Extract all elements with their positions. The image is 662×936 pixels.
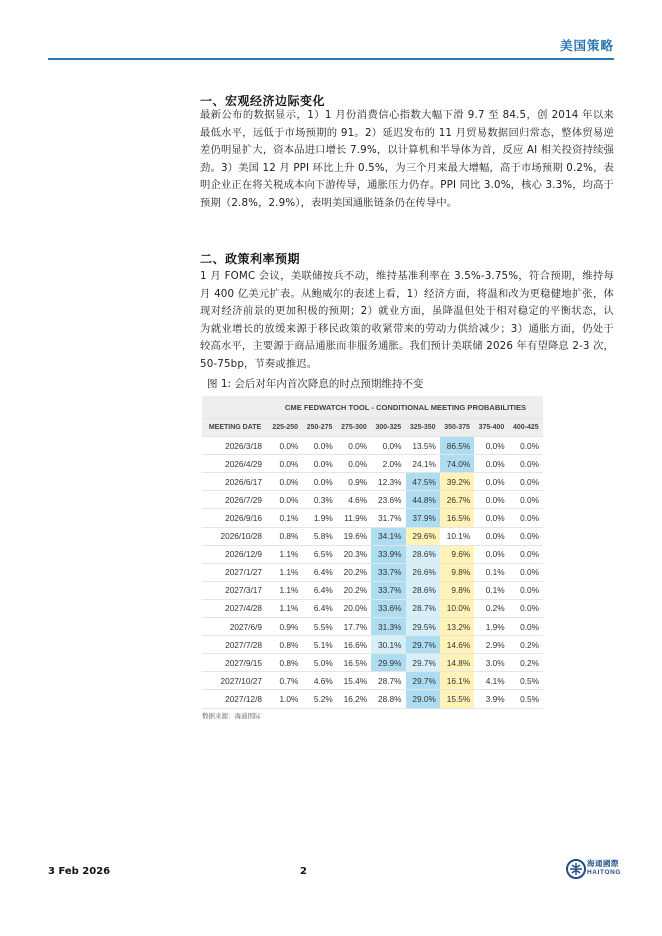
probability-cell: 1.1% [268,581,302,599]
probability-cell: 4.1% [474,672,508,690]
meeting-date-cell: 2026/6/17 [202,473,268,491]
table-row [202,455,543,473]
meeting-date-cell: 2026/4/29 [202,455,268,473]
probability-cell: 16.5% [337,654,371,672]
table-row [202,527,543,545]
probability-cell: 1.1% [268,545,302,563]
probability-cell: 31.7% [371,509,405,527]
probability-cell: 10.0% [440,599,474,617]
section-2-body: 1 月 FOMC 会议，美联储按兵不动，维持基准利率在 3.5%-3.75%，符合预期，维持每月 400 亿美元扩表。从鲍威尔的表述上看，1）经济方面，将温和改为更稳健地扩张，体现对经济前景的更加积极的预期；2）就业方面，虽降温但处于相对稳定的平衡状态，认为就业增长的放缓来源于移民政策的收紧带来的劳动力供给减少；3）通胀方面，仍处于较高水平，主要源于商品通胀而非服务通胀。我们预计美联储 2026 年有望降息 2-3 次，50-75bp，节奏或推迟。 [200,270,614,370]
probability-cell: 28.7% [371,672,405,690]
table-body [202,437,543,708]
probability-cell: 12.3% [371,473,405,491]
table-row [202,581,543,599]
probability-cell: 14.8% [440,654,474,672]
probability-cell: 0.8% [268,654,302,672]
column-header-rate-range: 275-300 [337,419,371,437]
probability-cell: 13.5% [406,437,440,455]
probability-cell: 0.1% [268,509,302,527]
probability-cell: 1.9% [474,618,508,636]
probability-cell: 0.8% [268,527,302,545]
probability-cell: 0.0% [509,437,543,455]
table-row [202,509,543,527]
probability-cell: 0.0% [302,437,336,455]
meeting-date-cell: 2027/3/17 [202,581,268,599]
probability-cell: 4.6% [302,672,336,690]
probability-cell: 0.2% [509,636,543,654]
probability-cell: 0.0% [268,491,302,509]
probability-cell: 0.0% [509,599,543,617]
probability-cell: 29.9% [371,654,405,672]
probability-cell: 16.2% [337,690,371,708]
probability-cell: 74.0% [440,455,474,473]
probability-cell: 0.0% [509,473,543,491]
probability-cell: 29.5% [406,618,440,636]
probability-cell: 29.7% [406,636,440,654]
table-title-spacer [202,396,268,419]
probability-cell: 0.0% [474,491,508,509]
probability-cell: 0.0% [509,581,543,599]
section-2-title: 二、政策利率预期 [200,252,301,266]
table-row [202,672,543,690]
probability-cell: 0.0% [509,563,543,581]
probability-cell: 29.0% [406,690,440,708]
meeting-date-cell: 2026/9/16 [202,509,268,527]
table-row [202,599,543,617]
probability-cell: 15.4% [337,672,371,690]
table-header-row [202,419,543,437]
probability-cell: 26.7% [440,491,474,509]
probability-cell: 33.7% [371,563,405,581]
probability-cell: 39.2% [440,473,474,491]
probability-cell: 0.0% [509,545,543,563]
probability-cell: 0.2% [474,599,508,617]
probability-cell: 33.7% [371,581,405,599]
probability-cell: 20.0% [337,599,371,617]
meeting-date-cell: 2027/7/28 [202,636,268,654]
probability-cell: 26.6% [406,563,440,581]
probability-cell: 0.0% [337,455,371,473]
meeting-date-cell: 2026/7/29 [202,491,268,509]
report-header-title: 美国策略 [559,38,614,53]
probability-cell: 0.0% [474,527,508,545]
fedwatch-table [202,396,543,709]
probability-cell: 0.0% [268,473,302,491]
probability-cell: 28.6% [406,581,440,599]
probability-cell: 9.6% [440,545,474,563]
probability-cell: 0.5% [509,690,543,708]
probability-cell: 0.0% [302,473,336,491]
probability-cell: 0.9% [268,618,302,636]
probability-cell: 24.1% [406,455,440,473]
meeting-date-cell: 2026/12/9 [202,545,268,563]
column-header-rate-range: 325-350 [406,419,440,437]
column-header-rate-range: 375-400 [474,419,508,437]
probability-cell: 0.0% [509,509,543,527]
header-divider [48,58,614,60]
probability-cell: 86.5% [440,437,474,455]
table-row [202,618,543,636]
probability-cell: 0.0% [509,491,543,509]
probability-cell: 30.1% [371,636,405,654]
probability-cell: 33.6% [371,599,405,617]
table-row [202,636,543,654]
probability-cell: 31.3% [371,618,405,636]
probability-cell: 0.0% [509,455,543,473]
table-row [202,473,543,491]
probability-cell: 5.2% [302,690,336,708]
probability-cell: 34.1% [371,527,405,545]
column-header-rate-range: 225-250 [268,419,302,437]
probability-cell: 9.8% [440,563,474,581]
probability-cell: 3.0% [474,654,508,672]
table-row [202,545,543,563]
probability-cell: 47.5% [406,473,440,491]
probability-cell: 16.5% [440,509,474,527]
probability-cell: 0.0% [474,509,508,527]
probability-cell: 0.0% [268,455,302,473]
meeting-date-cell: 2027/1/27 [202,563,268,581]
probability-cell: 28.8% [371,690,405,708]
probability-cell: 5.0% [302,654,336,672]
fedwatch-table-figure [202,396,543,708]
column-header-rate-range: 300-325 [371,419,405,437]
probability-cell: 0.0% [371,437,405,455]
probability-cell: 0.0% [337,437,371,455]
probability-cell: 0.1% [474,563,508,581]
table-row [202,690,543,708]
probability-cell: 13.2% [440,618,474,636]
probability-cell: 0.3% [302,491,336,509]
section-1-title: 一、宏观经济边际变化 [200,94,326,108]
logo-text-en: HAITONG [587,869,622,876]
probability-cell: 2.0% [371,455,405,473]
meeting-date-cell: 2027/4/28 [202,599,268,617]
probability-cell: 29.7% [406,654,440,672]
column-header-rate-range: 400-425 [509,419,543,437]
meeting-date-cell: 2026/10/28 [202,527,268,545]
probability-cell: 0.0% [474,455,508,473]
probability-cell: 0.0% [509,618,543,636]
probability-cell: 1.9% [302,509,336,527]
probability-cell: 6.5% [302,545,336,563]
probability-cell: 6.4% [302,581,336,599]
probability-cell: 0.0% [474,437,508,455]
probability-cell: 33.9% [371,545,405,563]
meeting-date-cell: 2027/6/9 [202,618,268,636]
figure-source: 数据来源：海通国际 [202,712,261,720]
probability-cell: 2.9% [474,636,508,654]
probability-cell: 16.6% [337,636,371,654]
probability-cell: 37.9% [406,509,440,527]
page-number: 2 [300,866,307,877]
table-title: CME FEDWATCH TOOL - CONDITIONAL MEETING PROBABILITIES [268,396,543,419]
probability-cell: 5.8% [302,527,336,545]
probability-cell: 10.1% [440,527,474,545]
table-row [202,563,543,581]
probability-cell: 29.7% [406,672,440,690]
probability-cell: 1.1% [268,599,302,617]
probability-cell: 17.7% [337,618,371,636]
probability-cell: 4.6% [337,491,371,509]
probability-cell: 23.6% [371,491,405,509]
footer-date: 3 Feb 2026 [48,866,111,877]
probability-cell: 0.1% [474,581,508,599]
probability-cell: 28.6% [406,545,440,563]
probability-cell: 6.4% [302,599,336,617]
table-row [202,654,543,672]
logo-text-cn: 海通國際 [587,859,619,868]
probability-cell: 20.2% [337,563,371,581]
probability-cell: 0.2% [509,654,543,672]
probability-cell: 0.0% [474,545,508,563]
probability-cell: 1.0% [268,690,302,708]
probability-cell: 6.4% [302,563,336,581]
probability-cell: 1.1% [268,563,302,581]
column-header-rate-range: 250-275 [302,419,336,437]
probability-cell: 0.0% [302,455,336,473]
probability-cell: 9.8% [440,581,474,599]
probability-cell: 0.0% [268,437,302,455]
probability-cell: 0.8% [268,636,302,654]
probability-cell: 0.0% [509,527,543,545]
meeting-date-cell: 2027/10/27 [202,672,268,690]
column-header-rate-range: 350-375 [440,419,474,437]
meeting-date-cell: 2027/9/15 [202,654,268,672]
probability-cell: 3.9% [474,690,508,708]
probability-cell: 5.5% [302,618,336,636]
probability-cell: 0.7% [268,672,302,690]
probability-cell: 0.5% [509,672,543,690]
table-row [202,491,543,509]
figure-caption: 图 1: 会后对年内首次降息的时点预期维持不变 [207,378,424,390]
probability-cell: 5.1% [302,636,336,654]
probability-cell: 16.1% [440,672,474,690]
table-row [202,437,543,455]
probability-cell: 15.5% [440,690,474,708]
probability-cell: 44.8% [406,491,440,509]
probability-cell: 20.2% [337,581,371,599]
probability-cell: 19.6% [337,527,371,545]
probability-cell: 28.7% [406,599,440,617]
probability-cell: 20.3% [337,545,371,563]
probability-cell: 0.9% [337,473,371,491]
probability-cell: 14.6% [440,636,474,654]
probability-cell: 29.6% [406,527,440,545]
probability-cell: 0.0% [474,473,508,491]
meeting-date-cell: 2027/12/8 [202,690,268,708]
probability-cell: 11.9% [337,509,371,527]
column-header-meeting-date: MEETING DATE [202,419,268,437]
section-1-body: 最新公布的数据显示，1）1 月份消费信心指数大幅下滑 9.7 至 84.5，创 2014 年以来最低水平，远低于市场预期的 91。2）延迟发布的 11 月贸易数据回归常态，整体贸易逆差仍明显扩大，资本品进口增长 7.9%，以计算机和半导体为首，反应 AI 相关投资持续强劲。3）美国 12 月 PPI 环比上升 0.5%，为三个月来最大增幅，高于市场预期 0.2%，表明企业正在将关税成本向下游传导，通胀压力仍存。PPI 同比 3.0%，核心 3.3%，均高于预期（2.8%，2.9%），表明美国通胀链条仍在传导中。 [200,109,614,209]
meeting-date-cell: 2026/3/18 [202,437,268,455]
